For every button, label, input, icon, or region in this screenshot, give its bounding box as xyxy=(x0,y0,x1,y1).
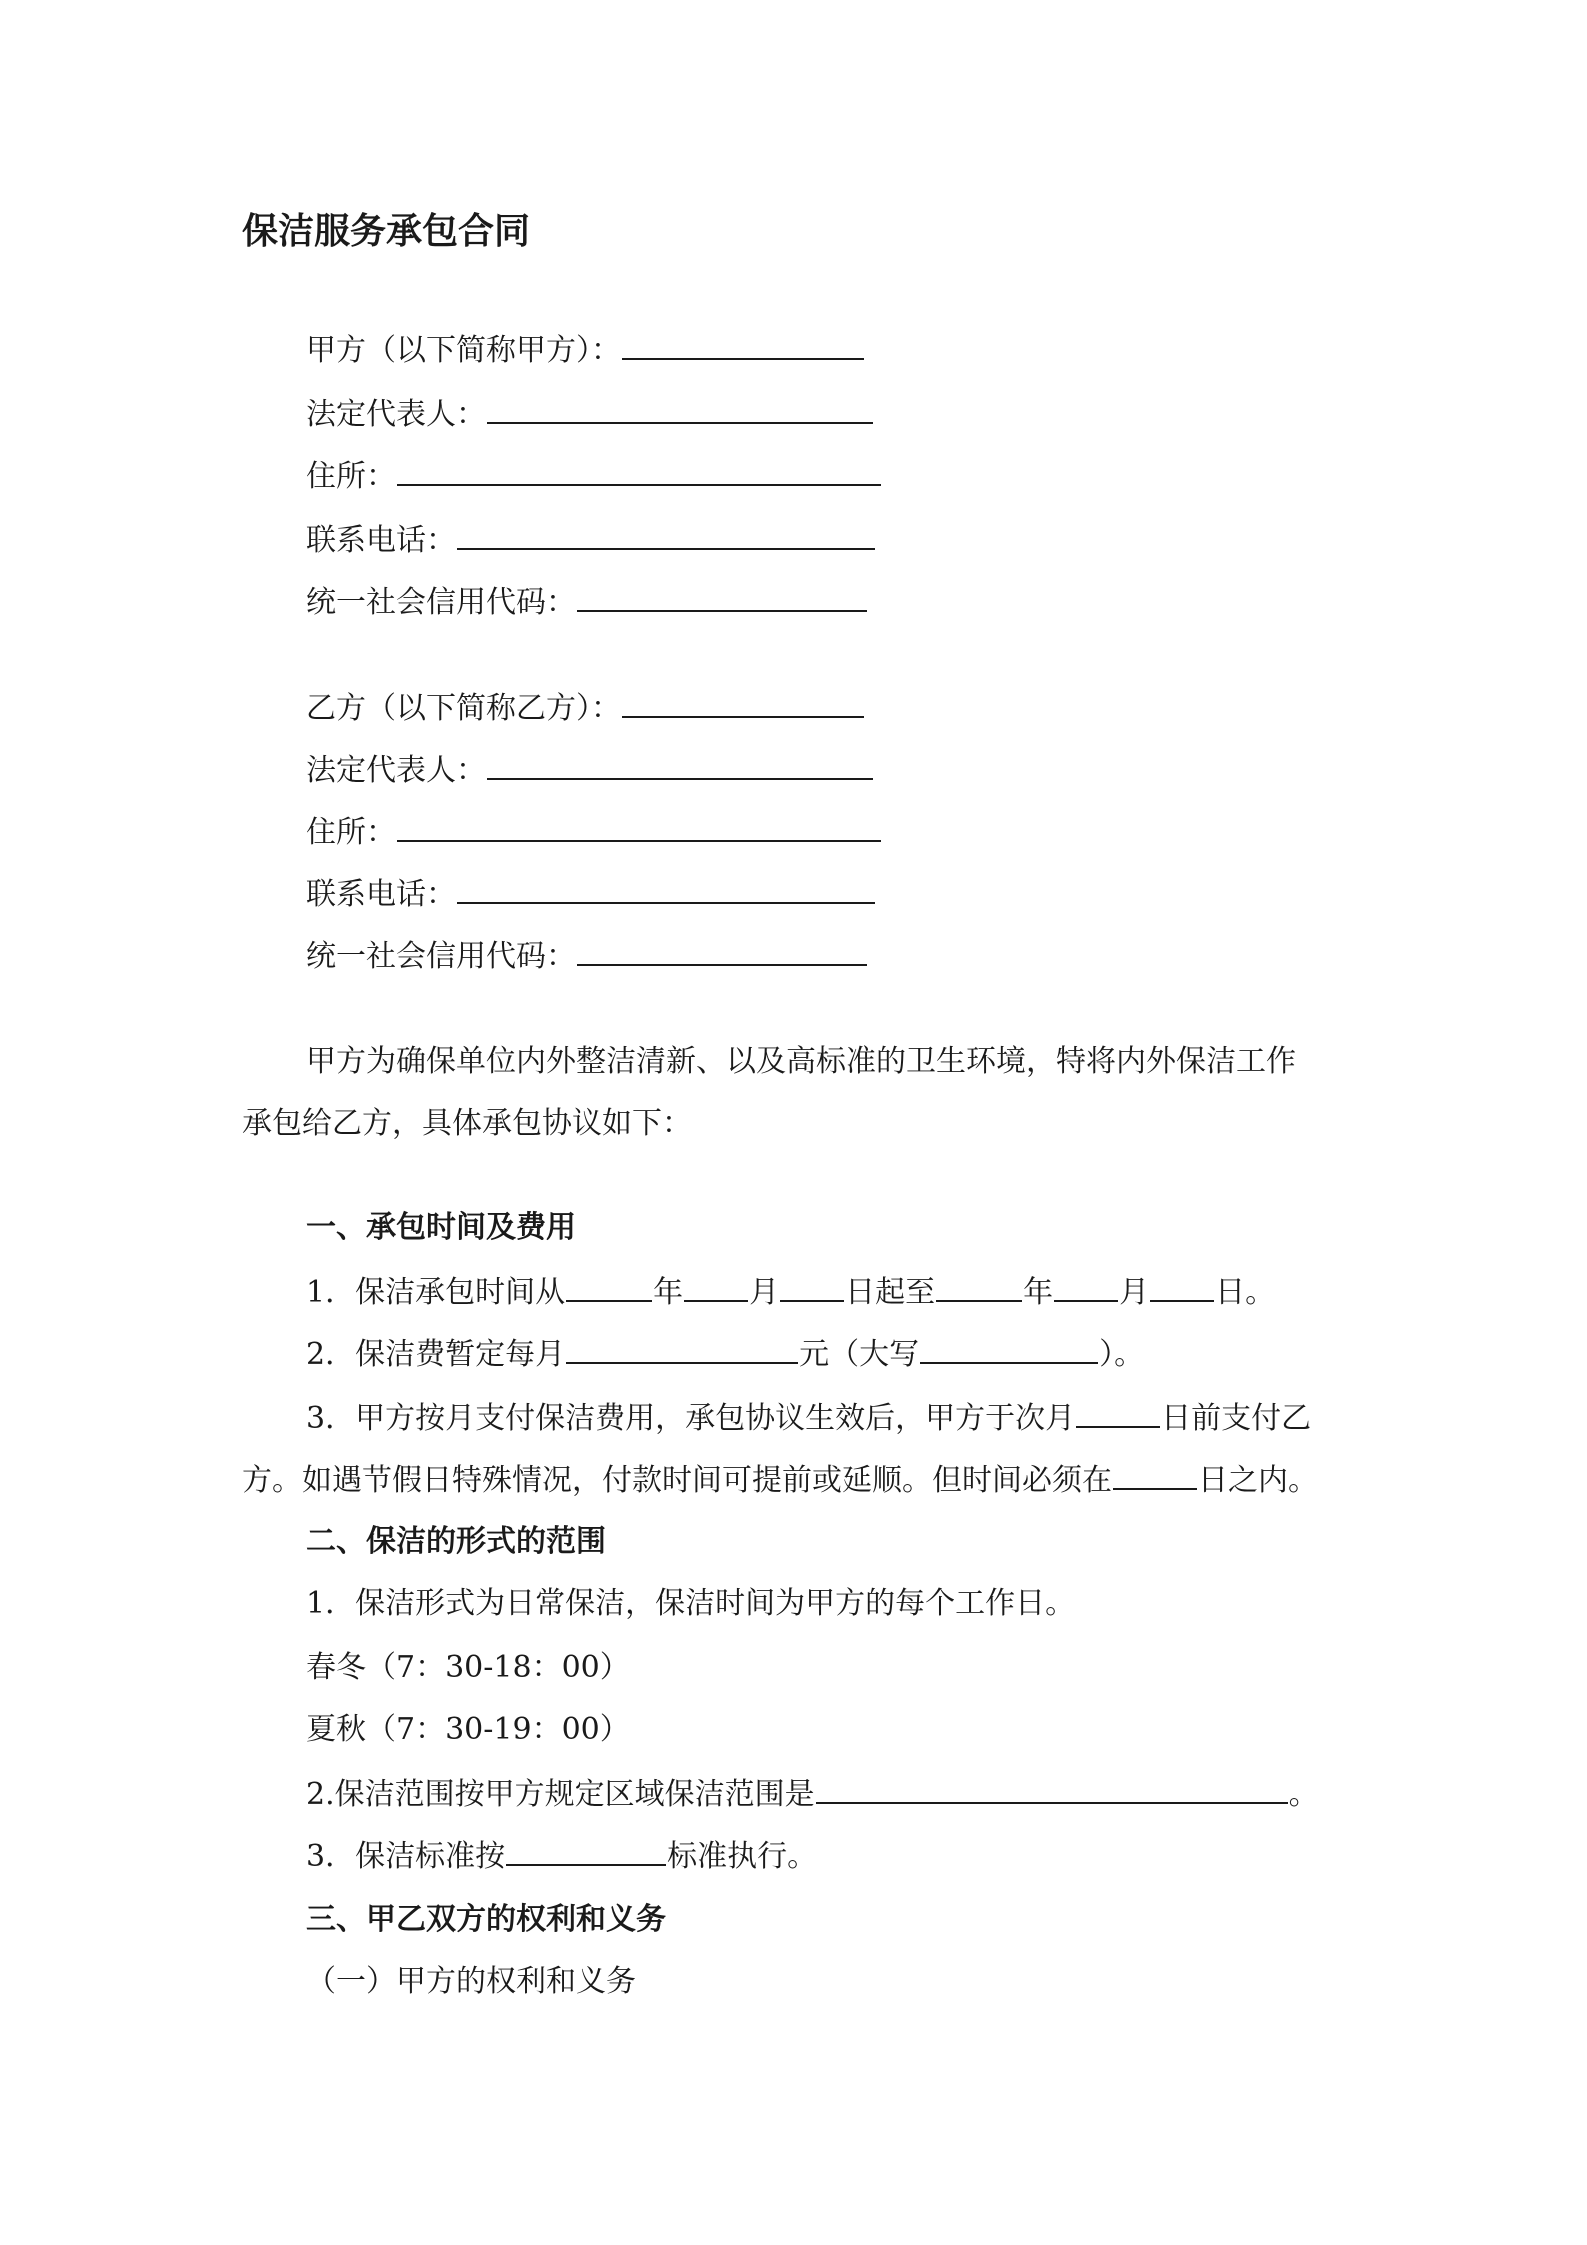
s1-item3-suffix: 日前支付乙 xyxy=(1161,1401,1312,1436)
end-year-blank[interactable] xyxy=(936,1270,1022,1302)
payment-day-blank[interactable] xyxy=(1076,1396,1160,1428)
payment-window-blank[interactable] xyxy=(1113,1458,1197,1490)
party-b-credit-code-label: 统一社会信用代码： xyxy=(306,939,576,974)
s1-item1-year1: 年 xyxy=(653,1275,684,1310)
cleaning-standard-blank[interactable] xyxy=(506,1834,666,1866)
party-a-credit-code-row xyxy=(306,580,868,625)
party-a-rep-blank[interactable] xyxy=(487,392,873,424)
section-2-heading: 二、保洁的形式的范围 xyxy=(306,1524,606,1559)
party-a-name-blank[interactable] xyxy=(622,328,864,360)
intro-line-1: 甲方为确保单位内外整洁清新、以及高标准的卫生环境，特将内外保洁工作 xyxy=(306,1044,1296,1079)
s1-item3-line2-suffix: 日之内。 xyxy=(1198,1463,1318,1498)
party-b-name-blank[interactable] xyxy=(622,686,864,718)
party-a-address-blank[interactable] xyxy=(397,454,881,486)
s1-item2-suffix: ）。 xyxy=(1099,1337,1145,1372)
party-a-phone-label: 联系电话： xyxy=(306,523,456,558)
party-a-rep-row xyxy=(306,392,874,437)
monthly-fee-blank[interactable] xyxy=(566,1332,798,1364)
party-a-name-label: 甲方（以下简称甲方）： xyxy=(306,333,621,368)
section-1-item-3-line-1 xyxy=(306,1396,1311,1441)
party-b-credit-code-row xyxy=(306,934,868,979)
section-1-item-2 xyxy=(306,1332,1144,1377)
party-b-rep-label: 法定代表人： xyxy=(306,753,486,788)
party-b-address-row xyxy=(306,810,882,855)
intro-line-2: 承包给乙方，具体承包协议如下： xyxy=(242,1106,692,1141)
s2-item2-prefix: 2.保洁范围按甲方规定区域保洁范围是 xyxy=(306,1777,815,1812)
s1-item2-mid: 元（大写 xyxy=(799,1337,920,1372)
s2-item3-prefix: 3．保洁标准按 xyxy=(306,1839,506,1874)
party-b-phone-label: 联系电话： xyxy=(306,877,456,912)
document-title: 保洁服务承包合同 xyxy=(242,210,531,252)
spring-winter-hours: 春冬（7：30-18：00） xyxy=(306,1650,630,1685)
s1-item1-day1: 日起至 xyxy=(845,1275,936,1310)
party-a-name-row xyxy=(306,328,865,373)
party-a-phone-row xyxy=(306,518,876,563)
section-2-item-1: 1．保洁形式为日常保洁，保洁时间为甲方的每个工作日。 xyxy=(306,1586,1076,1621)
party-b-phone-blank[interactable] xyxy=(457,872,875,904)
s2-item2-suffix: 。 xyxy=(1288,1777,1319,1812)
s1-item3-line2-prefix: 方。如遇节假日特殊情况，付款时间可提前或延顺。但时间必须在 xyxy=(242,1463,1112,1498)
s1-item1-month2: 月 xyxy=(1119,1275,1150,1310)
party-a-rep-label: 法定代表人： xyxy=(306,397,486,432)
summer-autumn-hours: 夏秋（7：30-19：00） xyxy=(306,1712,630,1747)
end-month-blank[interactable] xyxy=(1054,1270,1118,1302)
party-a-phone-blank[interactable] xyxy=(457,518,875,550)
s1-item1-month1: 月 xyxy=(749,1275,780,1310)
s1-item1-day2: 日。 xyxy=(1215,1275,1276,1310)
section-1-heading: 一、承包时间及费用 xyxy=(306,1210,576,1245)
party-b-name-row xyxy=(306,686,865,731)
party-b-name-label: 乙方（以下简称乙方）： xyxy=(306,691,621,726)
s1-item3-prefix: 3．甲方按月支付保洁费用，承包协议生效后，甲方于次月 xyxy=(306,1401,1076,1436)
end-day-blank[interactable] xyxy=(1150,1270,1214,1302)
s2-item3-suffix: 标准执行。 xyxy=(667,1839,818,1874)
cleaning-scope-blank[interactable] xyxy=(816,1772,1288,1804)
s1-item2-prefix: 2．保洁费暂定每月 xyxy=(306,1337,566,1372)
party-a-address-label: 住所： xyxy=(306,459,396,494)
start-year-blank[interactable] xyxy=(566,1270,652,1302)
section-3-sub-1: （一）甲方的权利和义务 xyxy=(306,1964,636,1999)
party-b-address-blank[interactable] xyxy=(397,810,881,842)
party-b-address-label: 住所： xyxy=(306,815,396,850)
party-b-rep-row xyxy=(306,748,874,793)
start-month-blank[interactable] xyxy=(684,1270,748,1302)
section-1-item-3-line-2 xyxy=(242,1458,1318,1503)
party-a-address-row xyxy=(306,454,882,499)
section-1-item-1 xyxy=(306,1270,1275,1315)
monthly-fee-words-blank[interactable] xyxy=(920,1332,1098,1364)
party-a-credit-code-blank[interactable] xyxy=(577,580,867,612)
party-b-phone-row xyxy=(306,872,876,917)
section-3-heading: 三、甲乙双方的权利和义务 xyxy=(306,1902,666,1937)
s1-item1-prefix: 1．保洁承包时间从 xyxy=(306,1275,566,1310)
s1-item1-year2: 年 xyxy=(1023,1275,1054,1310)
section-2-item-2 xyxy=(306,1772,1319,1817)
party-a-credit-code-label: 统一社会信用代码： xyxy=(306,585,576,620)
start-day-blank[interactable] xyxy=(780,1270,844,1302)
party-b-rep-blank[interactable] xyxy=(487,748,873,780)
section-2-item-3 xyxy=(306,1834,817,1879)
party-b-credit-code-blank[interactable] xyxy=(577,934,867,966)
